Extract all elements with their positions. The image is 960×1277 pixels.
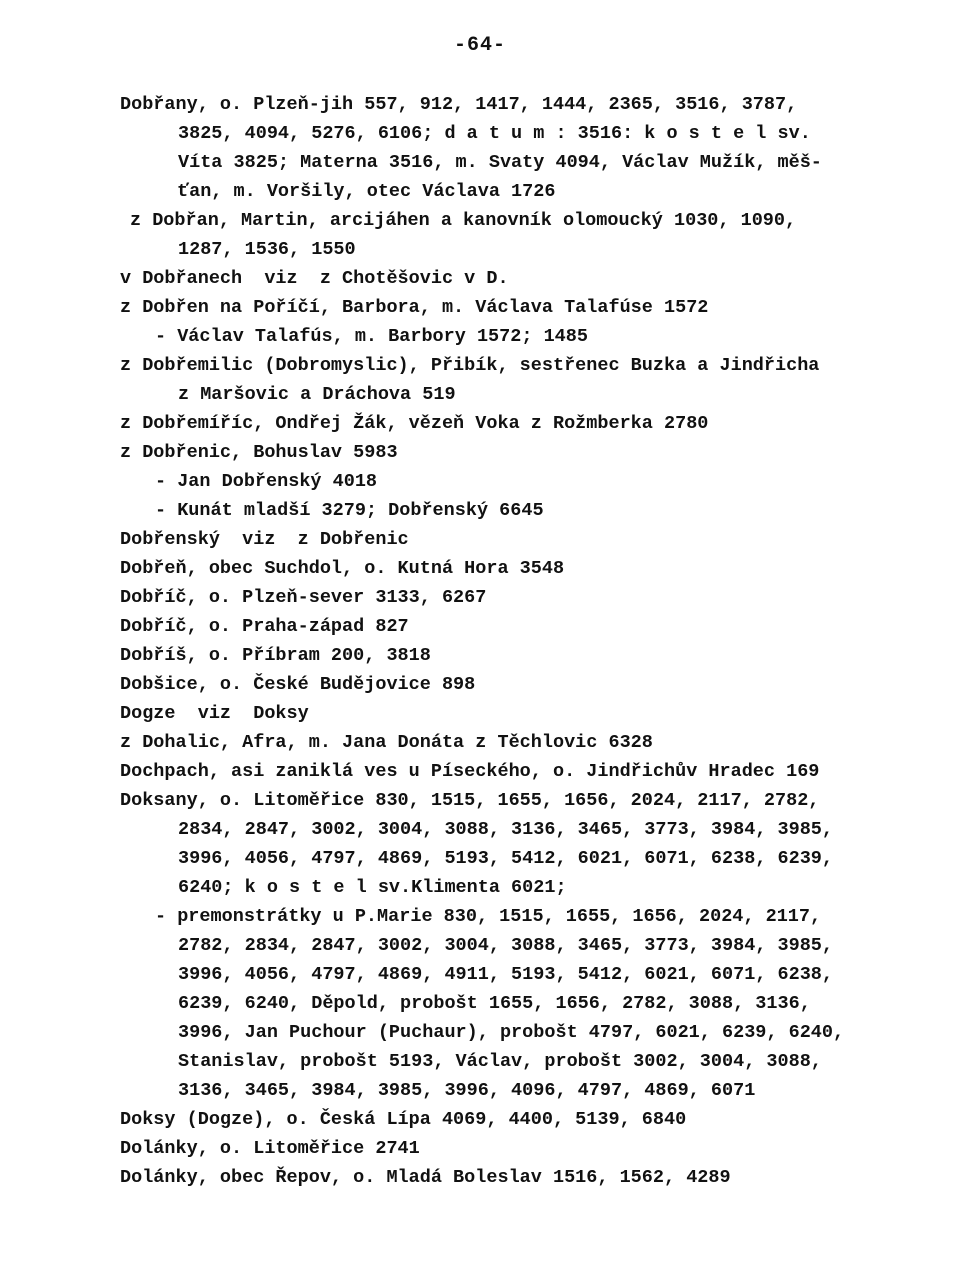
index-line: ťan, m. Voršily, otec Václava 1726 [178, 181, 556, 202]
index-line: z Dobřemíříc, Ondřej Žák, vězeň Voka z Rožmberka 2780 [120, 413, 709, 434]
index-line: Doksy (Dogze), o. Česká Lípa 4069, 4400, 5139, 6840 [120, 1109, 687, 1130]
page-number: -64- [453, 34, 506, 57]
index-line: 6239, 6240, Děpold, probošt 1655, 1656, 2782, 3088, 3136, [178, 993, 811, 1014]
index-entries [0, 90, 960, 1192]
index-line: 6240; k o s t e l sv.Klimenta 6021; [178, 877, 567, 898]
index-line: Dobšice, o. České Budějovice 898 [120, 674, 476, 695]
index-line: Dobříč, o. Plzeň-sever 3133, 6267 [120, 587, 487, 608]
index-line: Dolánky, obec Řepov, o. Mladá Boleslav 1516, 1562, 4289 [120, 1167, 731, 1188]
index-line: Stanislav, probošt 5193, Václav, probošt 3002, 3004, 3088, [178, 1051, 822, 1072]
index-line: - Kunát mladší 3279; Dobřenský 6645 [155, 500, 544, 521]
index-line: v Dobřanech viz z Chotěšovic v D. [120, 268, 509, 289]
index-line: z Dobřemilic (Dobromyslic), Přibík, sestřenec Buzka a Jindřicha [120, 355, 820, 376]
index-line: Doksany, o. Litoměřice 830, 1515, 1655, 1656, 2024, 2117, 2782, [120, 790, 820, 811]
index-line: z Maršovic a Dráchova 519 [178, 384, 456, 405]
index-line: 3996, 4056, 4797, 4869, 4911, 5193, 5412, 6021, 6071, 6238, [178, 964, 834, 985]
index-line: - Václav Talafús, m. Barbory 1572; 1485 [155, 326, 588, 347]
index-line: z Dobřenic, Bohuslav 5983 [120, 442, 398, 463]
index-line: z Dobřan, Martin, arcijáhen a kanovník olomoucký 1030, 1090, [130, 210, 797, 231]
index-line: z Dobřen na Poříčí, Barbora, m. Václava Talafúse 1572 [120, 297, 709, 318]
index-line: Dobřenský viz z Dobřenic [120, 529, 409, 550]
index-line: Dolánky, o. Litoměřice 2741 [120, 1138, 420, 1159]
index-line: z Dohalic, Afra, m. Jana Donáta z Těchlovic 6328 [120, 732, 653, 753]
index-line: Dogze viz Doksy [120, 703, 309, 724]
index-line: Dobřany, o. Plzeň-jih 557, 912, 1417, 1444, 2365, 3516, 3787, [120, 94, 798, 115]
index-line: 3136, 3465, 3984, 3985, 3996, 4096, 4797, 4869, 6071 [178, 1080, 756, 1101]
index-line: 2834, 2847, 3002, 3004, 3088, 3136, 3465, 3773, 3984, 3985, [178, 819, 834, 840]
index-line: Víta 3825; Materna 3516, m. Svaty 4094, Václav Mužík, měš- [178, 152, 822, 173]
index-line: Dobřeň, obec Suchdol, o. Kutná Hora 3548 [120, 558, 565, 579]
index-line: 3825, 4094, 5276, 6106; d a t u m : 3516: k o s t e l sv. [178, 123, 811, 144]
index-line: Dobříš, o. Příbram 200, 3818 [120, 645, 431, 666]
index-line: - premonstrátky u P.Marie 830, 1515, 1655, 1656, 2024, 2117, [155, 906, 822, 927]
index-line: Dochpach, asi zaniklá ves u Píseckého, o. Jindřichův Hradec 169 [120, 761, 820, 782]
index-line: 2782, 2834, 2847, 3002, 3004, 3088, 3465, 3773, 3984, 3985, [178, 935, 834, 956]
index-line: Dobříč, o. Praha-západ 827 [120, 616, 409, 637]
index-line: - Jan Dobřenský 4018 [155, 471, 378, 492]
index-line: 3996, 4056, 4797, 4869, 5193, 5412, 6021, 6071, 6238, 6239, [178, 848, 834, 869]
index-line: 3996, Jan Puchour (Puchaur), probošt 4797, 6021, 6239, 6240, [178, 1022, 845, 1043]
index-line: 1287, 1536, 1550 [178, 239, 356, 260]
